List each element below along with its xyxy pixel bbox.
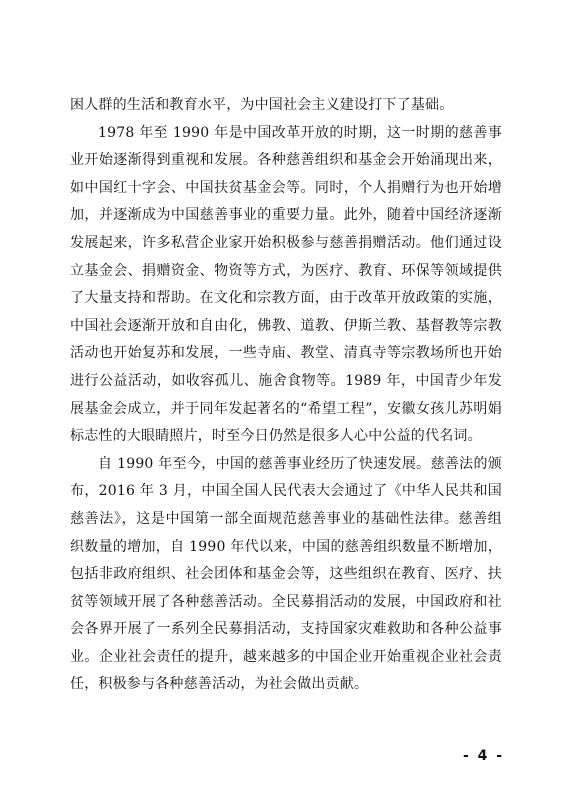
paragraph-1978-1990: 1978 年至 1990 年是中国改革开放的时期，这一时期的慈善事业开始逐渐得到重视和发展。各种慈善组织和基金会开始涌现出来，如中国红十字会、中国扶贫基金会等。同时，个人捐赠行为也开始增加，并逐渐成为中国慈善事业的重要力量。此外，随着中国经济逐渐发展起来，许多私营企业家开始积极参与慈善捐赠活动。他们通过设立基金会、捐赠资金、物资等方式，为医疗、教育、环保等领域提供了大量支持和帮助。在文化和宗教方面，由于改革开放政策的实施，中国社会逐渐开放和自由化，佛教、道教、伊斯兰教、基督教等宗教活动也开始复苏和发展，一些寺庙、教堂、清真寺等宗教场所也开始进行公益活动，如收容孤儿、施舍食物等。1989 年，中国青少年发展基金会成立，并于同年发起著名的“希望工程”，安徽女孩儿苏明娟标志性的大眼睛照片，时至今日仍然是很多人心中公益的代名词。 <box>70 124 502 445</box>
paragraph-continuation: 困人群的生活和教育水平，为中国社会主义建设打下了基础。 <box>70 97 454 113</box>
paragraph-1990-present: 自 1990 年至今，中国的慈善事业经历了快速发展。慈善法的颁布，2016 年 3 月，中国全国人民代表大会通过了《中华人民共和国慈善法》，这是中国第一部全面规范慈善事业的基础性法律。慈善组织数量的增加，自 1990 年代以来，中国的慈善组织数量不断增加，包括非政府组织、社会团体和基金会等，这些组织在教育、医疗、扶贫等领域开展了各种慈善活动。全民募捐活动的发展，中国政府和社会各界开展了一系列全民募捐活动，支持国家灾难救助和各种公益事业。企业社会责任的提升，越来越多的中国企业开始重视企业社会责任，积极参与各种慈善活动，为社会做出贡献。 <box>70 455 502 693</box>
page-number: - 4 - <box>463 748 505 764</box>
document-body <box>70 92 502 699</box>
